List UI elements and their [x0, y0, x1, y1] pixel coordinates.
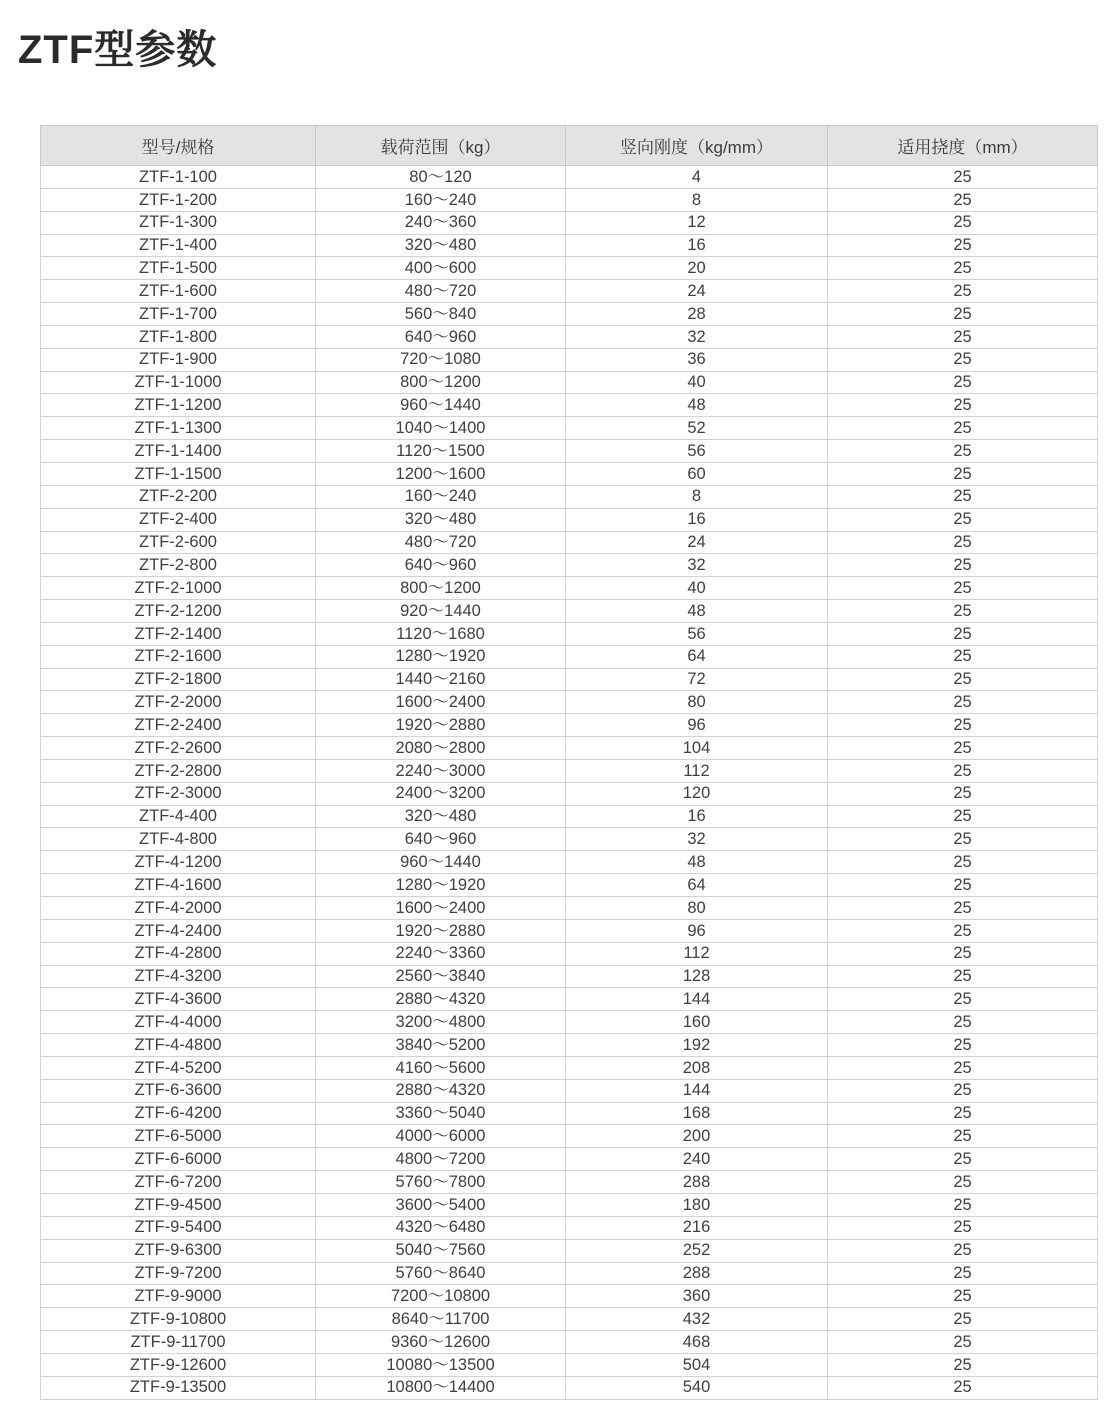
table-cell: 25	[828, 1193, 1098, 1216]
table-row	[41, 166, 1098, 189]
table-cell: 480～720	[316, 531, 566, 554]
table-cell: 3200～4800	[316, 1011, 566, 1034]
table-cell: ZTF-4-5200	[41, 1056, 316, 1079]
table-cell: ZTF-1-1200	[41, 394, 316, 417]
table-cell: 36	[566, 348, 828, 371]
table-cell: 64	[566, 874, 828, 897]
parameter-table	[40, 125, 1098, 1400]
header-applicable-deflection: 适用挠度（mm）	[828, 126, 1098, 166]
table-cell: 25	[828, 166, 1098, 189]
table-cell: 28	[566, 303, 828, 326]
header-model-spec: 型号/规格	[41, 126, 316, 166]
table-row	[41, 805, 1098, 828]
table-cell: ZTF-6-4200	[41, 1102, 316, 1125]
table-cell: ZTF-2-400	[41, 508, 316, 531]
table-cell: 2240～3000	[316, 759, 566, 782]
table-row	[41, 303, 1098, 326]
table-cell: 20	[566, 257, 828, 280]
table-cell: 25	[828, 1011, 1098, 1034]
table-row	[41, 440, 1098, 463]
table-cell: 240	[566, 1148, 828, 1171]
table-row	[41, 897, 1098, 920]
table-cell: 25	[828, 622, 1098, 645]
table-row	[41, 1376, 1098, 1399]
table-cell: 64	[566, 645, 828, 668]
table-cell: 4320～6480	[316, 1216, 566, 1239]
table-row	[41, 828, 1098, 851]
table-cell: 208	[566, 1056, 828, 1079]
table-cell: 25	[828, 1102, 1098, 1125]
table-cell: ZTF-1-1500	[41, 462, 316, 485]
table-cell: 9360～12600	[316, 1331, 566, 1354]
table-cell: 72	[566, 668, 828, 691]
table-cell: 2240～3360	[316, 942, 566, 965]
table-cell: ZTF-9-4500	[41, 1193, 316, 1216]
table-cell: 7200～10800	[316, 1285, 566, 1308]
table-cell: 25	[828, 462, 1098, 485]
table-row	[41, 1125, 1098, 1148]
table-cell: 128	[566, 965, 828, 988]
table-cell: 1120～1500	[316, 440, 566, 463]
table-header-row	[41, 126, 1098, 166]
table-cell: 25	[828, 211, 1098, 234]
table-cell: 240～360	[316, 211, 566, 234]
table-cell: 1040～1400	[316, 417, 566, 440]
table-cell: 25	[828, 1171, 1098, 1194]
table-cell: ZTF-1-400	[41, 234, 316, 257]
table-cell: 920～1440	[316, 600, 566, 623]
table-cell: ZTF-2-1800	[41, 668, 316, 691]
table-row	[41, 577, 1098, 600]
table-cell: ZTF-2-600	[41, 531, 316, 554]
table-cell: 80	[566, 691, 828, 714]
table-cell: 25	[828, 485, 1098, 508]
table-cell: 25	[828, 782, 1098, 805]
table-cell: ZTF-6-5000	[41, 1125, 316, 1148]
table-row	[41, 1216, 1098, 1239]
table-cell: ZTF-2-200	[41, 485, 316, 508]
table-row	[41, 1239, 1098, 1262]
table-cell: 320～480	[316, 805, 566, 828]
table-cell: 2880～4320	[316, 1079, 566, 1102]
table-cell: ZTF-4-2000	[41, 897, 316, 920]
table-cell: 96	[566, 714, 828, 737]
table-row	[41, 1056, 1098, 1079]
table-row	[41, 234, 1098, 257]
table-cell: ZTF-9-13500	[41, 1376, 316, 1399]
table-cell: 468	[566, 1331, 828, 1354]
table-row	[41, 851, 1098, 874]
table-cell: 288	[566, 1171, 828, 1194]
table-cell: 5760～7800	[316, 1171, 566, 1194]
table-cell: ZTF-4-1600	[41, 874, 316, 897]
table-cell: 48	[566, 600, 828, 623]
table-cell: 4160～5600	[316, 1056, 566, 1079]
table-row	[41, 188, 1098, 211]
table-cell: 1280～1920	[316, 645, 566, 668]
table-cell: 25	[828, 257, 1098, 280]
table-cell: ZTF-9-11700	[41, 1331, 316, 1354]
table-row	[41, 1262, 1098, 1285]
table-cell: ZTF-1-100	[41, 166, 316, 189]
table-row	[41, 211, 1098, 234]
table-cell: 25	[828, 805, 1098, 828]
table-cell: 25	[828, 1216, 1098, 1239]
table-cell: ZTF-4-3200	[41, 965, 316, 988]
table-cell: ZTF-2-1000	[41, 577, 316, 600]
table-cell: 480～720	[316, 280, 566, 303]
table-cell: 1120～1680	[316, 622, 566, 645]
table-cell: 25	[828, 828, 1098, 851]
table-cell: ZTF-2-800	[41, 554, 316, 577]
table-cell: ZTF-4-2400	[41, 919, 316, 942]
table-cell: 1200～1600	[316, 462, 566, 485]
table-row	[41, 1171, 1098, 1194]
table-cell: 25	[828, 737, 1098, 760]
table-row	[41, 348, 1098, 371]
table-cell: 320～480	[316, 234, 566, 257]
table-cell: 180	[566, 1193, 828, 1216]
table-cell: 16	[566, 234, 828, 257]
table-cell: 16	[566, 508, 828, 531]
table-cell: 25	[828, 280, 1098, 303]
table-cell: 10080～13500	[316, 1353, 566, 1376]
table-cell: ZTF-1-300	[41, 211, 316, 234]
table-cell: ZTF-9-9000	[41, 1285, 316, 1308]
table-cell: ZTF-2-1600	[41, 645, 316, 668]
table-cell: ZTF-9-10800	[41, 1308, 316, 1331]
table-cell: ZTF-1-600	[41, 280, 316, 303]
table-cell: 25	[828, 1308, 1098, 1331]
table-cell: 1920～2880	[316, 919, 566, 942]
table-cell: 1600～2400	[316, 691, 566, 714]
table-cell: ZTF-4-4000	[41, 1011, 316, 1034]
table-row	[41, 1011, 1098, 1034]
table-row	[41, 942, 1098, 965]
table-row	[41, 325, 1098, 348]
table-cell: 25	[828, 577, 1098, 600]
table-cell: 25	[828, 1239, 1098, 1262]
table-row	[41, 508, 1098, 531]
table-cell: 960～1440	[316, 394, 566, 417]
table-cell: 3360～5040	[316, 1102, 566, 1125]
table-cell: 640～960	[316, 325, 566, 348]
table-cell: 144	[566, 1079, 828, 1102]
table-cell: ZTF-4-400	[41, 805, 316, 828]
table-cell: 112	[566, 759, 828, 782]
table-cell: 25	[828, 942, 1098, 965]
table-cell: 192	[566, 1034, 828, 1057]
table-row	[41, 257, 1098, 280]
table-row	[41, 691, 1098, 714]
table-cell: ZTF-2-1400	[41, 622, 316, 645]
table-row	[41, 965, 1098, 988]
table-row	[41, 874, 1098, 897]
page-title: ZTF型参数	[18, 28, 218, 72]
table-cell: ZTF-9-5400	[41, 1216, 316, 1239]
table-cell: 25	[828, 668, 1098, 691]
table-cell: ZTF-6-3600	[41, 1079, 316, 1102]
table-cell: 2560～3840	[316, 965, 566, 988]
table-cell: 5040～7560	[316, 1239, 566, 1262]
table-cell: ZTF-9-12600	[41, 1353, 316, 1376]
table-cell: 168	[566, 1102, 828, 1125]
table-row	[41, 668, 1098, 691]
table-cell: 10800～14400	[316, 1376, 566, 1399]
table-cell: ZTF-1-1400	[41, 440, 316, 463]
table-cell: ZTF-4-800	[41, 828, 316, 851]
table-cell: ZTF-4-3600	[41, 988, 316, 1011]
table-cell: 25	[828, 1079, 1098, 1102]
table-row	[41, 1353, 1098, 1376]
table-cell: 25	[828, 1285, 1098, 1308]
table-cell: 24	[566, 280, 828, 303]
table-cell: 25	[828, 348, 1098, 371]
table-cell: 32	[566, 325, 828, 348]
table-row	[41, 462, 1098, 485]
table-cell: 16	[566, 805, 828, 828]
table-cell: 25	[828, 508, 1098, 531]
table-row	[41, 1034, 1098, 1057]
table-cell: 25	[828, 714, 1098, 737]
table-cell: 25	[828, 988, 1098, 1011]
table-cell: 56	[566, 440, 828, 463]
table-row	[41, 1285, 1098, 1308]
table-cell: ZTF-4-2800	[41, 942, 316, 965]
table-cell: 25	[828, 417, 1098, 440]
table-cell: 640～960	[316, 554, 566, 577]
table-row	[41, 600, 1098, 623]
table-row	[41, 1079, 1098, 1102]
table-row	[41, 554, 1098, 577]
table-row	[41, 737, 1098, 760]
table-cell: 2400～3200	[316, 782, 566, 805]
table-cell: 80～120	[316, 166, 566, 189]
table-cell: 120	[566, 782, 828, 805]
table-row	[41, 622, 1098, 645]
table-cell: 25	[828, 1125, 1098, 1148]
table-cell: 25	[828, 600, 1098, 623]
table-cell: 40	[566, 577, 828, 600]
table-cell: ZTF-1-500	[41, 257, 316, 280]
table-cell: 720～1080	[316, 348, 566, 371]
table-cell: ZTF-6-6000	[41, 1148, 316, 1171]
table-cell: 560～840	[316, 303, 566, 326]
table-cell: 56	[566, 622, 828, 645]
table-cell: 216	[566, 1216, 828, 1239]
table-cell: 25	[828, 645, 1098, 668]
table-cell: 5760～8640	[316, 1262, 566, 1285]
table-row	[41, 1193, 1098, 1216]
table-row	[41, 988, 1098, 1011]
table-cell: 80	[566, 897, 828, 920]
table-cell: 200	[566, 1125, 828, 1148]
table-row	[41, 280, 1098, 303]
table-cell: 112	[566, 942, 828, 965]
table-cell: 2880～4320	[316, 988, 566, 1011]
table-cell: 96	[566, 919, 828, 942]
table-row	[41, 1308, 1098, 1331]
table-cell: 25	[828, 325, 1098, 348]
table-cell: 40	[566, 371, 828, 394]
table-cell: 25	[828, 1148, 1098, 1171]
table-cell: 144	[566, 988, 828, 1011]
table-cell: 24	[566, 531, 828, 554]
table-cell: 400～600	[316, 257, 566, 280]
table-row	[41, 1102, 1098, 1125]
table-cell: 160～240	[316, 485, 566, 508]
table-cell: 25	[828, 234, 1098, 257]
table-cell: 25	[828, 394, 1098, 417]
table-cell: 104	[566, 737, 828, 760]
table-cell: 4	[566, 166, 828, 189]
table-cell: 8	[566, 188, 828, 211]
table-cell: 32	[566, 828, 828, 851]
table-cell: 25	[828, 440, 1098, 463]
table-cell: 2080～2800	[316, 737, 566, 760]
table-cell: 252	[566, 1239, 828, 1262]
table-cell: 1440～2160	[316, 668, 566, 691]
table-header	[41, 126, 1098, 166]
table-cell: 25	[828, 759, 1098, 782]
table-cell: 288	[566, 1262, 828, 1285]
table-cell: 52	[566, 417, 828, 440]
table-cell: 25	[828, 1353, 1098, 1376]
table-cell: 960～1440	[316, 851, 566, 874]
table-cell: 25	[828, 874, 1098, 897]
table-cell: 8640～11700	[316, 1308, 566, 1331]
table-row	[41, 714, 1098, 737]
table-cell: 4000～6000	[316, 1125, 566, 1148]
table-cell: 25	[828, 965, 1098, 988]
table-cell: 25	[828, 1034, 1098, 1057]
table-cell: 25	[828, 919, 1098, 942]
table-cell: 4800～7200	[316, 1148, 566, 1171]
table-cell: ZTF-9-7200	[41, 1262, 316, 1285]
table-cell: 25	[828, 1262, 1098, 1285]
table-row	[41, 417, 1098, 440]
table-cell: ZTF-6-7200	[41, 1171, 316, 1194]
table-cell: ZTF-1-800	[41, 325, 316, 348]
table-cell: 25	[828, 691, 1098, 714]
table-cell: 25	[828, 897, 1098, 920]
table-cell: ZTF-1-200	[41, 188, 316, 211]
table-cell: ZTF-2-3000	[41, 782, 316, 805]
table-row	[41, 531, 1098, 554]
table-cell: 25	[828, 188, 1098, 211]
table-cell: 32	[566, 554, 828, 577]
table-cell: 160	[566, 1011, 828, 1034]
table-cell: ZTF-9-6300	[41, 1239, 316, 1262]
table-cell: 60	[566, 462, 828, 485]
table-row	[41, 759, 1098, 782]
table-cell: 25	[828, 371, 1098, 394]
table-row	[41, 1148, 1098, 1171]
header-vertical-stiffness: 竖向刚度（kg/mm）	[566, 126, 828, 166]
table-cell: 48	[566, 394, 828, 417]
table-cell: 12	[566, 211, 828, 234]
table-cell: ZTF-2-2400	[41, 714, 316, 737]
table-cell: 1280～1920	[316, 874, 566, 897]
table-row	[41, 919, 1098, 942]
table-row	[41, 1331, 1098, 1354]
table-cell: 320～480	[316, 508, 566, 531]
table-body	[41, 166, 1098, 1400]
table-cell: 432	[566, 1308, 828, 1331]
table-cell: 160～240	[316, 188, 566, 211]
table-cell: 25	[828, 1376, 1098, 1399]
table-cell: ZTF-1-1000	[41, 371, 316, 394]
table-cell: 25	[828, 531, 1098, 554]
table-row	[41, 782, 1098, 805]
table-cell: 25	[828, 303, 1098, 326]
table-row	[41, 394, 1098, 417]
table-row	[41, 485, 1098, 508]
table-cell: 360	[566, 1285, 828, 1308]
table-cell: 25	[828, 851, 1098, 874]
table-cell: 800～1200	[316, 577, 566, 600]
table-cell: ZTF-2-2000	[41, 691, 316, 714]
table-cell: 48	[566, 851, 828, 874]
table-cell: 800～1200	[316, 371, 566, 394]
table-cell: ZTF-2-2800	[41, 759, 316, 782]
table-cell: 3840～5200	[316, 1034, 566, 1057]
header-load-range: 载荷范围（kg）	[316, 126, 566, 166]
table-cell: ZTF-1-700	[41, 303, 316, 326]
table-cell: 504	[566, 1353, 828, 1376]
table-cell: ZTF-1-900	[41, 348, 316, 371]
table-cell: 1600～2400	[316, 897, 566, 920]
table-cell: ZTF-4-1200	[41, 851, 316, 874]
table-cell: 3600～5400	[316, 1193, 566, 1216]
table-cell: ZTF-1-1300	[41, 417, 316, 440]
table-cell: ZTF-2-2600	[41, 737, 316, 760]
table-row	[41, 371, 1098, 394]
table-row	[41, 645, 1098, 668]
table-cell: 640～960	[316, 828, 566, 851]
table-cell: 25	[828, 554, 1098, 577]
table-cell: ZTF-2-1200	[41, 600, 316, 623]
table-cell: 25	[828, 1331, 1098, 1354]
table-cell: 540	[566, 1376, 828, 1399]
table-cell: 1920～2880	[316, 714, 566, 737]
table-cell: 8	[566, 485, 828, 508]
table-cell: 25	[828, 1056, 1098, 1079]
table-cell: ZTF-4-4800	[41, 1034, 316, 1057]
